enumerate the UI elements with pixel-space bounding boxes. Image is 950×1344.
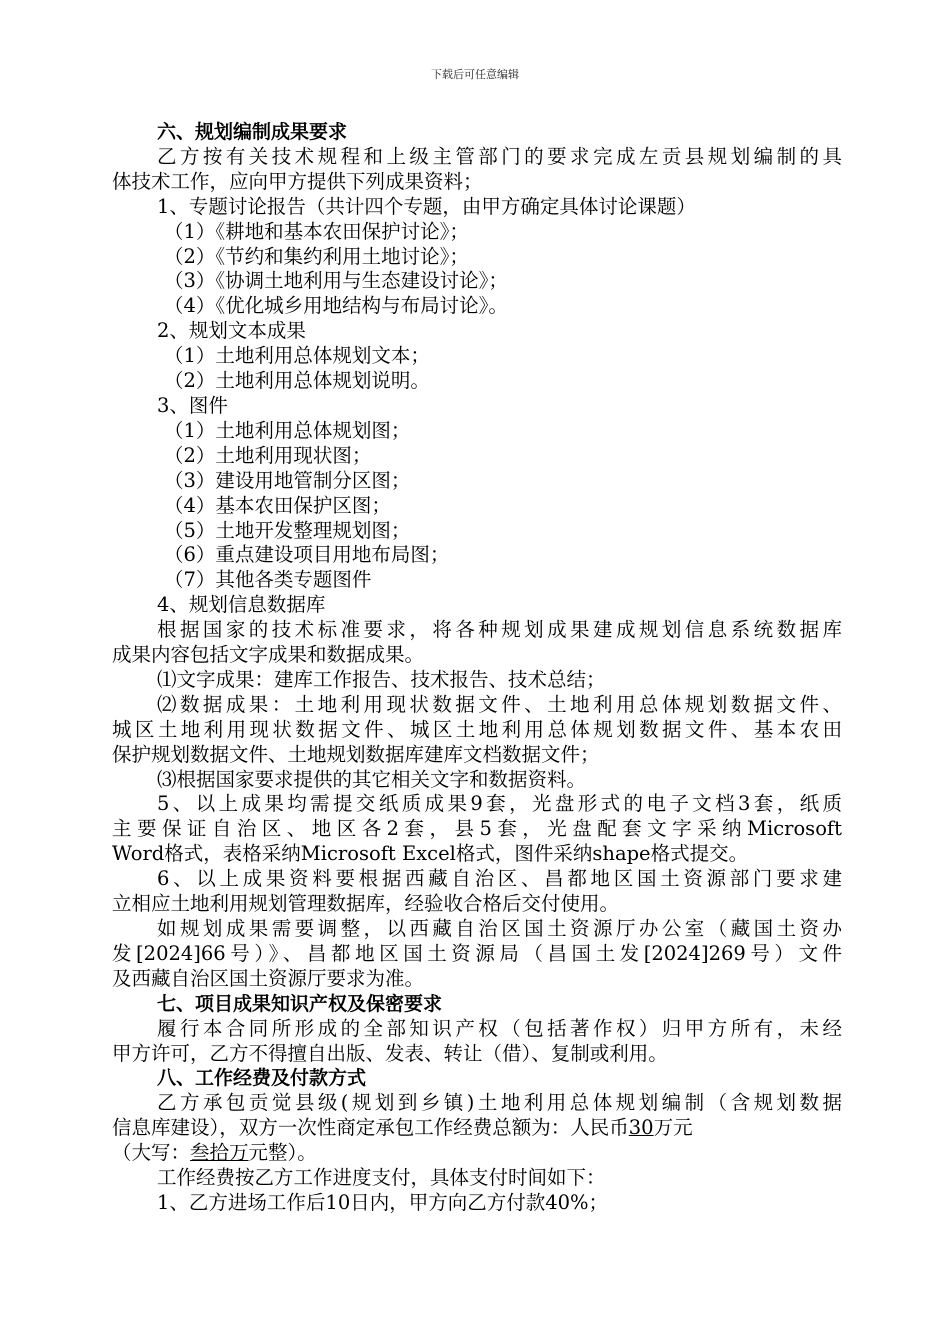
list-item: （4）基本农田保护区图；	[164, 493, 391, 517]
line-text: 万元	[653, 1116, 693, 1140]
paragraph-line: 工作经费按乙方工作进度支付，具体支付时间如下：	[157, 1166, 606, 1190]
section-heading-6: 六、规划编制成果要求	[157, 121, 348, 143]
line-text: 信息库建设），双方一次性商定承包工作经费总额为：人民币	[112, 1116, 629, 1140]
paragraph-line	[112, 1116, 842, 1141]
list-heading: 3、图件	[157, 393, 228, 417]
list-heading: 1、专题讨论报告（共计四个专题，由甲方确定具体讨论课题）	[157, 194, 696, 218]
list-item: （1）土地利用总体规划图；	[164, 418, 411, 442]
paragraph-line: 乙方承包贡觉县级(规划到乡镇)土地利用总体规划编制（含规划数据	[157, 1091, 842, 1115]
paragraph-line: 甲方许可，乙方不得擅自出版、发表、转让（借）、复制或利用。	[112, 1041, 668, 1065]
list-item: （7）其他各类专题图件	[164, 568, 372, 592]
fee-amount: 30	[628, 1116, 654, 1140]
line-text: （大写：	[112, 1141, 191, 1165]
paragraph-line: 乙方按有关技术规程和上级主管部门的要求完成左贡县规划编制的具	[157, 144, 842, 168]
paragraph-line: 体技术工作，应向甲方提供下列成果资料；	[112, 169, 483, 193]
list-item: （4）《优化城乡用地结构与布局讨论》。	[164, 294, 508, 318]
paragraph-line: 根据国家的技术标准要求，将各种规划成果建成规划信息系统数据库	[157, 618, 842, 642]
paragraph-line: 发[2024]66号）》、昌都地区国土资源局（昌国土发[2024]269号）文件	[112, 941, 842, 965]
paragraph-line: 及西藏自治区国土资源厅要求为准。	[112, 966, 425, 990]
list-item: （3）建设用地管制分区图；	[164, 468, 411, 492]
paragraph-line	[112, 1141, 842, 1166]
paragraph-line: 履行本合同所形成的全部知识产权（包括著作权）归甲方所有，未经	[157, 1016, 842, 1040]
list-item: （2）土地利用现状图；	[164, 443, 372, 467]
fee-amount-capital: 叁拾万	[190, 1141, 249, 1165]
list-item: （6）重点建设项目用地布局图；	[164, 543, 450, 567]
list-item: （2）《节约和集约利用土地讨论》；	[164, 244, 469, 268]
page-header: 下载后可任意编辑	[431, 68, 519, 81]
list-item: （1）《耕地和基本农田保护讨论》；	[164, 219, 469, 243]
paragraph-line: ⑵数据成果：土地利用现状数据文件、土地利用总体规划数据文件、	[157, 692, 842, 716]
list-heading: 4、规划信息数据库	[157, 593, 326, 617]
section-heading-8: 八、工作经费及付款方式	[157, 1067, 367, 1090]
list-item: （5）土地开发整理规划图；	[164, 518, 411, 542]
paragraph-line: 立相应土地利用规划管理数据库，经验收合格后交付使用。	[112, 892, 620, 916]
paragraph-line: 主要保证自治区、地区各2套，县5套，光盘配套文字采纳Microsoft	[112, 817, 842, 841]
paragraph-line: 6、以上成果资料要根据西藏自治区、昌都地区国土资源部门要求建	[157, 867, 842, 891]
line-text: 元整）。	[248, 1141, 317, 1165]
list-item: （3）《协调土地利用与生态建设讨论》；	[164, 269, 508, 293]
paragraph-line: ⑶根据国家要求提供的其它相关文字和数据资料。	[157, 767, 587, 791]
paragraph-line: 保护规划数据文件、土地规划数据库建库文档数据文件；	[112, 742, 600, 766]
paragraph-line: Word格式，表格采纳Microsoft Excel格式，图件采纳shape格式提交。	[112, 842, 749, 866]
paragraph-line: 成果内容包括文字成果和数据成果。	[112, 643, 425, 667]
paragraph-line: 城区土地利用现状数据文件、城区土地利用总体规划数据文件、基本农田	[112, 717, 842, 741]
document-body	[112, 120, 842, 1216]
paragraph-line: 5、以上成果均需提交纸质成果9套，光盘形式的电子文档3套，纸质	[157, 792, 842, 816]
paragraph-line: 1、乙方进场工作后10日内，甲方向乙方付款40%；	[157, 1190, 609, 1214]
list-heading: 2、规划文本成果	[157, 319, 306, 343]
paragraph-line: 如规划成果需要调整，以西藏自治区国土资源厅办公室（藏国土资办	[157, 917, 842, 940]
list-item: （1）土地利用总体规划文本；	[164, 344, 430, 368]
list-item: （2）土地利用总体规划说明。	[164, 369, 430, 393]
section-heading-7: 七、项目成果知识产权及保密要求	[157, 992, 443, 1015]
paragraph-line: ⑴文字成果：建库工作报告、技术报告、技术总结；	[157, 667, 606, 691]
